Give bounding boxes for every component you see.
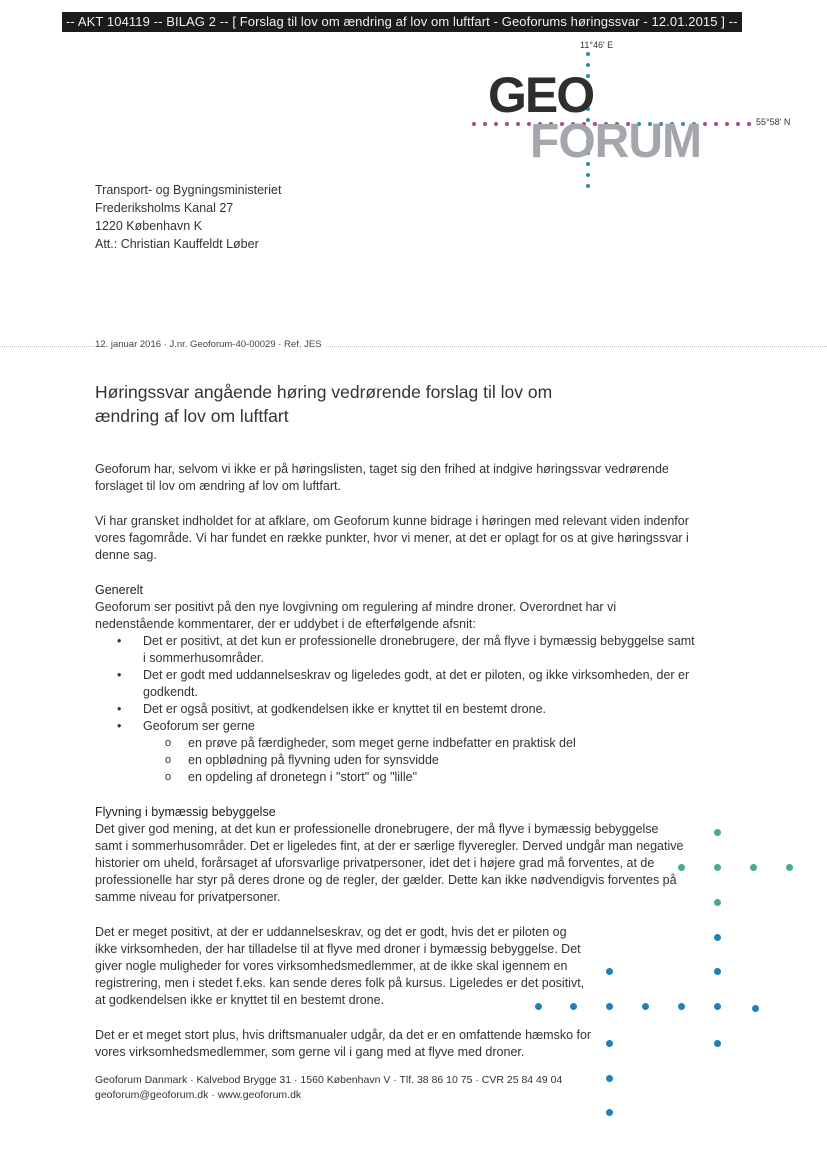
logo-dot — [586, 173, 590, 177]
sub-list — [143, 735, 695, 786]
geoforum-logo — [468, 36, 798, 196]
section-heading: Generelt — [95, 583, 143, 597]
footer-contact: geoforum@geoforum.dk · www.geoforum.dk — [95, 1089, 302, 1101]
section-generelt — [95, 582, 695, 786]
intro-paragraph: Geoforum har, selvom vi ikke er på høringslisten, taget sig den frihed at indgive høringssvar vedrørende forslaget til lov om ændring af lov om luftfart. — [95, 462, 669, 493]
letter-footer — [95, 1073, 562, 1103]
letter-title: Høringssvar angående høring vedrørende forslag til lov om ændring af lov om luftfart — [95, 382, 553, 426]
sub-list-item: o en prøve på færdigheder, som meget gerne indbefatter en praktisk del — [143, 735, 695, 752]
decorative-dot — [678, 864, 685, 871]
decorative-dot — [642, 1003, 649, 1010]
list-item — [95, 718, 695, 786]
logo-geo-text: GEO — [488, 67, 594, 123]
recipient-line: Frederiksholms Kanal 27 — [95, 201, 234, 215]
intro-paragraph: Vi har gransket indholdet for at afklare, om Geoforum kunne bidrage i høringen med relevant viden indenfor vores fagområde. Vi har fundet en række punkter, hvor vi mener, at det er oplagt for os at give høringssvar i denne sag. — [95, 514, 689, 562]
decorative-dot — [714, 968, 721, 975]
longitude-label: 11°46' E — [580, 40, 614, 50]
logo-forum-text: FORUM — [530, 115, 701, 168]
section-lead: Geoforum ser positivt på den nye lovgivning om regulering af mindre droner. Overordnet har vi nedenstående kommentarer, der er uddybet i de efterfølgende afsnit: — [95, 600, 617, 631]
list-item-text: Geoforum ser gerne — [143, 719, 255, 733]
logo-dot — [483, 122, 487, 126]
decorative-dot — [535, 1003, 542, 1010]
decorative-dot — [714, 829, 721, 836]
logo-dot — [586, 52, 590, 56]
decorative-dot — [606, 1040, 613, 1047]
recipient-line: Att.: Christian Kauffeldt Løber — [95, 237, 259, 251]
logo-dot — [747, 122, 751, 126]
decorative-dot — [606, 968, 613, 975]
decorative-dot — [714, 899, 721, 906]
section-flyvning — [95, 804, 695, 1061]
list-item: • Det er også positivt, at godkendelsen ikke er knyttet til en bestemt drone. — [95, 701, 695, 718]
section-paragraph: Det er meget positivt, at der er uddannelseskrav, og det er godt, hvis det er piloten og ikke virksomheden, der har tilladelse til at flyve med droner i bymæssig bebyggelse. Det giver nogle muligheder for vores virksomhedsmedlemmer, at de ikke skal igennem en registrering, men i stedet f.eks. kan sende deres folk på kursus. Ligeledes er det positivt, at godkendelsen ikke er knyttet til en bestemt drone. — [95, 925, 585, 1007]
section-heading: Flyvning i bymæssig bebyggelse — [95, 805, 276, 819]
logo-dot — [736, 122, 740, 126]
decorative-dot — [750, 864, 757, 871]
latitude-label: 55°58' N — [756, 117, 791, 127]
reference-line: 12. januar 2016 · J.nr. Geoforum-40-00029 · Ref. JES — [95, 339, 326, 350]
logo-dot — [714, 122, 718, 126]
decorative-dot — [606, 1109, 613, 1116]
logo-dot — [472, 122, 476, 126]
logo-dot — [703, 122, 707, 126]
logo-dot — [725, 122, 729, 126]
decorative-dot — [786, 864, 793, 871]
decorative-dot — [714, 864, 721, 871]
section-paragraph: Det giver god mening, at det kun er professionelle dronebrugere, der må flyve i bymæssig bebyggelse samt i sommerhusområder. Det er ligeledes fint, at der er særlige flyveregler. Derved undgår man negative historier om uheld, forårsaget af uforsvarlige privatpersoner, idet det i højere grad må forventes, at de professionelle har styr på deres drone og de regler, der gælder. Dette kan ikke nødvendigvis forventes på samme niveau for privatpersoner. — [95, 822, 684, 904]
sub-list-item: o en opdeling af dronetegn i "stort" og "lille" — [143, 769, 695, 786]
decorative-dot — [714, 1003, 721, 1010]
document-banner: -- AKT 104119 -- BILAG 2 -- [ Forslag til lov om ændring af lov om luftfart - Geoforums høringssvar - 12.01.2015 ] -- — [62, 12, 742, 32]
section-paragraph: Det er et meget stort plus, hvis driftsmanualer udgår, da det er en omfattende hæmsko for vores virksomhedsmedlemmer, som gerne vil i gang med at flyve med droner. — [95, 1028, 592, 1059]
logo-dot — [586, 184, 590, 188]
footer-address: Geoforum Danmark · Kalvebod Brygge 31 · 1560 København V · Tlf. 38 86 10 75 · CVR 25 84 49 04 — [95, 1074, 563, 1086]
letter-body — [95, 461, 695, 1079]
sub-list-item: o en opblødning på flyvning uden for synsvidde — [143, 752, 695, 769]
list-item: • Det er godt med uddannelseskrav og ligeledes godt, at det er piloten, og ikke virksomheden, der er godkendt. — [95, 667, 695, 701]
decorative-dot — [714, 1040, 721, 1047]
decorative-dot — [570, 1003, 577, 1010]
list-item: • Det er positivt, at det kun er professionelle dronebrugere, der må flyve i bymæssig bebyggelse samt i sommerhusområder. — [95, 633, 695, 667]
decorative-dot — [606, 1003, 613, 1010]
decorative-dot — [678, 1003, 685, 1010]
recipient-line: 1220 København K — [95, 219, 203, 233]
bullet-list — [95, 633, 695, 786]
decorative-dot — [714, 934, 721, 941]
decorative-dot — [752, 1005, 759, 1012]
recipient-address — [95, 181, 281, 253]
decorative-dot — [606, 1075, 613, 1082]
recipient-line: Transport- og Bygningsministeriet — [95, 183, 282, 197]
